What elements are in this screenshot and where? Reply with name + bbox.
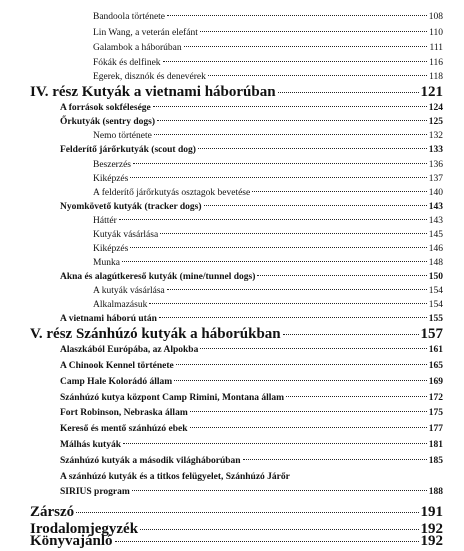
toc-entry	[60, 272, 443, 282]
toc-entry-title: Nemo története	[93, 131, 152, 141]
toc-entry-title: Fókák és delfinek	[93, 58, 161, 68]
toc-leader-dots	[198, 148, 427, 149]
toc-leader-dots	[122, 261, 427, 262]
toc-entry-page: 136	[428, 160, 443, 170]
toc-entry-page: 185	[428, 456, 443, 466]
toc-leader-dots	[252, 191, 427, 192]
toc-entry	[93, 188, 443, 198]
toc-entry-title: Kiképzés	[93, 244, 129, 254]
toc-entry	[93, 216, 443, 226]
toc-entry	[93, 300, 443, 310]
toc-leader-dots	[208, 75, 427, 76]
toc-leader-dots	[76, 512, 418, 513]
toc-entry	[93, 160, 443, 170]
toc-entry-title: Fort Robinson, Nebraska állam	[60, 408, 188, 418]
toc-entry-title: Nyomkövető kutyák (tracker dogs)	[60, 202, 202, 212]
toc-entry	[93, 230, 443, 240]
toc-entry	[60, 117, 443, 127]
toc-entry	[60, 314, 443, 324]
toc-entry-title: Bandoola története	[93, 12, 166, 22]
toc-entry	[60, 393, 443, 403]
toc-entry-page: 154	[428, 286, 443, 296]
toc-entry-title: Munka	[93, 258, 120, 268]
toc-entry-line1	[60, 472, 443, 482]
toc-entry	[93, 131, 443, 141]
toc-entry-title: Kutyák vásárlása	[93, 230, 159, 240]
toc-entry	[60, 361, 443, 371]
toc-entry-title: Camp Hale Kolorádó állam	[60, 377, 173, 387]
toc-entry-page: 140	[428, 188, 443, 198]
toc-entry-title: Háttér	[93, 216, 117, 226]
toc-entry-title: A Chinook Kennel története	[60, 361, 174, 371]
toc-leader-dots	[132, 490, 427, 491]
toc-entry	[60, 424, 443, 434]
toc-leader-dots	[167, 289, 427, 290]
toc-entry	[60, 456, 443, 466]
toc-entry-page: 111	[429, 43, 443, 53]
toc-entry	[93, 174, 443, 184]
toc-leader-dots	[257, 275, 426, 276]
toc-entry-page: 143	[428, 202, 443, 212]
toc-part-heading	[30, 84, 443, 101]
toc-entry-page: 143	[428, 216, 443, 226]
toc-entry-page: 192	[420, 521, 443, 537]
toc-leader-dots	[190, 411, 427, 412]
toc-entry	[60, 487, 443, 497]
toc-entry-title: A felderítő járőrkutyás osztagok bevetése	[93, 188, 251, 198]
toc-entry-title: A vietnami háború után	[60, 314, 157, 324]
toc-entry-title: Felderítő járőrkutyák (scout dog)	[60, 145, 196, 155]
toc-entry-title: A kutyák vásárlása	[93, 286, 165, 296]
toc-entry-title: Galambok a háborúban	[93, 43, 182, 53]
toc-entry-page: 154	[428, 300, 443, 310]
toc-leader-dots	[167, 15, 427, 16]
toc-entry-title: Kereső és mentő szánhúzó ebek	[60, 424, 188, 434]
toc-leader-dots	[204, 205, 427, 206]
toc-leader-dots	[190, 427, 427, 428]
toc-entry-title: Könyvajánló	[30, 533, 113, 549]
toc-entry-page: 145	[428, 230, 443, 240]
toc-entry-page: 148	[428, 258, 443, 268]
toc-entry-page: 157	[420, 326, 443, 342]
toc-leader-dots	[140, 529, 418, 530]
toc-entry	[60, 345, 443, 355]
toc-entry	[60, 377, 443, 387]
toc-entry-page: 146	[428, 244, 443, 254]
toc-leader-dots	[163, 61, 428, 62]
toc-entry-title: IV. rész Kutyák a vietnami háborúban	[30, 84, 276, 100]
toc-part-heading	[30, 326, 443, 343]
toc-entry-title: A források sokfélesége	[60, 103, 151, 113]
toc-leader-dots	[278, 92, 419, 93]
toc-leader-dots	[200, 31, 427, 32]
toc-entry-page: 169	[428, 377, 443, 387]
toc-leader-dots	[159, 317, 427, 318]
toc-leader-dots	[157, 120, 427, 121]
toc-leader-dots	[160, 233, 427, 234]
toc-entry-page: 191	[420, 504, 443, 520]
toc-entry	[93, 28, 443, 38]
toc-entry	[93, 258, 443, 268]
toc-entry	[60, 145, 443, 155]
toc-entry	[60, 103, 443, 113]
toc-entry-title: Szánhúzó kutya központ Camp Rimini, Montana állam	[60, 393, 285, 403]
toc-entry	[93, 72, 443, 82]
toc-entry-page: 133	[428, 145, 443, 155]
toc-entry-page: 192	[420, 533, 443, 549]
toc-entry	[60, 440, 443, 450]
toc-entry-title: Lin Wang, a veterán elefánt	[93, 28, 198, 38]
toc-leader-dots	[123, 443, 427, 444]
toc-leader-dots	[243, 459, 427, 460]
toc-leader-dots	[176, 364, 427, 365]
toc-entry-title: Irodalomjegyzék	[30, 521, 139, 537]
toc-entry-page: 165	[428, 361, 443, 371]
toc-entry-title: A szánhúzó kutyák és a titkos felügyelet, Szánhúzó Járőr	[60, 472, 290, 482]
toc-leader-dots	[153, 106, 427, 107]
toc-entry-title: Őrkutyák (sentry dogs)	[60, 117, 156, 127]
toc-entry-page: 155	[428, 314, 443, 324]
toc-entry-title: Málhás kutyák	[60, 440, 121, 450]
toc-entry	[93, 43, 443, 53]
toc-leader-dots	[283, 334, 419, 335]
toc-entry-title: Beszerzés	[93, 160, 131, 170]
toc-entry	[60, 202, 443, 212]
toc-leader-dots	[286, 396, 427, 397]
toc-entry-page: 181	[428, 440, 443, 450]
toc-entry	[93, 244, 443, 254]
toc-entry	[93, 12, 443, 22]
toc-entry-title: Szánhúzó kutyák a második világháborúban	[60, 456, 241, 466]
toc-entry-page: 150	[428, 272, 443, 282]
toc-entry-title: Zárszó	[30, 504, 75, 520]
toc-leader-dots	[133, 163, 427, 164]
toc-leader-dots	[130, 177, 426, 178]
toc-entry-title: Alaszkából Európába, az Alpokba	[60, 345, 199, 355]
toc-entry	[60, 408, 443, 418]
toc-entry	[93, 286, 443, 296]
toc-entry-title: Egerek, disznók és denevérek	[93, 72, 206, 82]
toc-chapter-heading	[30, 504, 443, 521]
toc-leader-dots	[130, 247, 426, 248]
toc-leader-dots	[200, 348, 426, 349]
toc-leader-dots	[184, 46, 428, 47]
toc-entry-page: 116	[429, 58, 443, 68]
toc-entry-page: 172	[428, 393, 443, 403]
toc-leader-dots	[149, 303, 426, 304]
toc-entry-page: 121	[420, 84, 443, 100]
toc-entry-page: 161	[428, 345, 443, 355]
toc-entry-page: 110	[429, 28, 443, 38]
toc-entry-page: 124	[428, 103, 443, 113]
toc-entry-title: V. rész Szánhúzó kutyák a háborúkban	[30, 326, 281, 342]
toc-entry-title: Alkalmazásuk	[93, 300, 148, 310]
toc-entry-page: 177	[428, 424, 443, 434]
toc-entry-title: SIRIUS program	[60, 487, 130, 497]
toc-entry-page: 188	[428, 487, 443, 497]
toc-entry-title: Kiképzés	[93, 174, 129, 184]
toc-leader-dots	[119, 219, 427, 220]
toc-entry-page: 118	[429, 72, 443, 82]
toc-leader-dots	[174, 380, 427, 381]
toc-chapter-heading	[30, 533, 443, 550]
toc-entry-title: Akna és alagútkereső kutyák (mine/tunnel dogs)	[60, 272, 256, 282]
toc-entry-page: 175	[428, 408, 443, 418]
toc-leader-dots	[154, 134, 427, 135]
toc-entry	[93, 58, 443, 68]
toc-entry-page: 125	[428, 117, 443, 127]
toc-leader-dots	[115, 541, 419, 542]
toc-entry-page: 132	[428, 131, 443, 141]
toc-entry-page: 108	[428, 12, 443, 22]
toc-entry-page: 137	[428, 174, 443, 184]
